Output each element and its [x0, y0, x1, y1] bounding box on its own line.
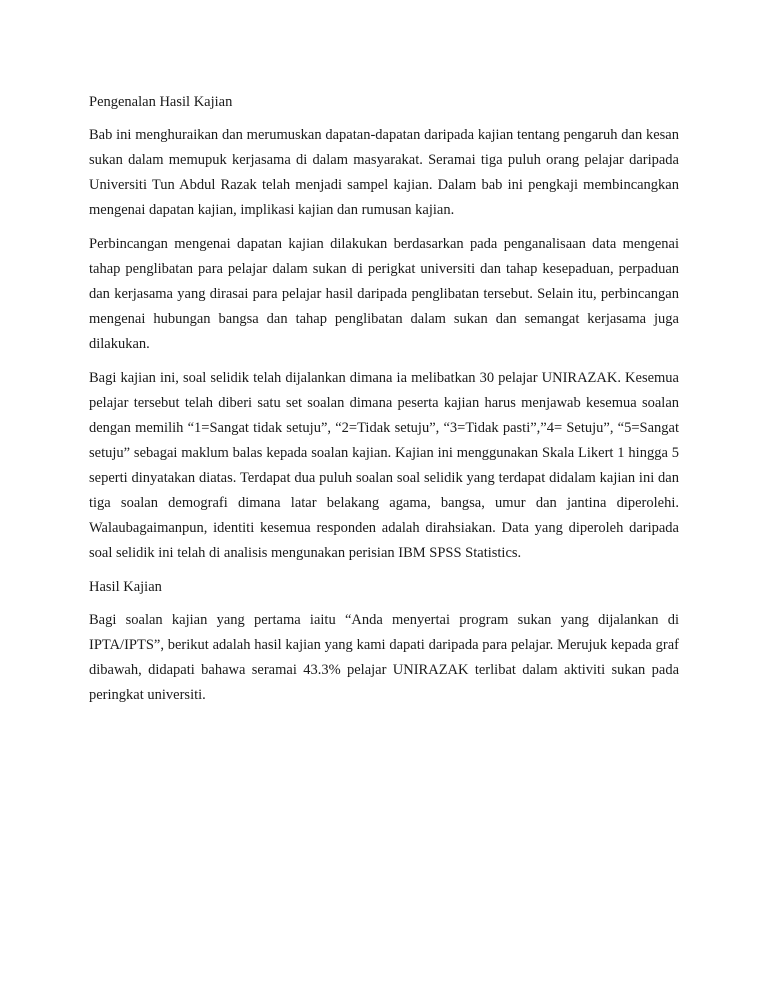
paragraph-intro-1: Bab ini menghuraikan dan merumuskan dapatan-dapatan daripada kajian tentang pengaruh dan kesan sukan dalam memupuk kerjasama di dalam masyarakat. Seramai tiga puluh orang pelajar daripada Universiti Tun Abdul Razak telah menjadi sampel kajian. Dalam bab ini pengkaji membincangkan mengenai dapatan kajian, implikasi kajian dan rumusan kajian.: [89, 127, 679, 218]
section-heading-results: Hasil Kajian: [89, 579, 162, 595]
paragraph-intro-3: Bagi kajian ini, soal selidik telah dijalankan dimana ia melibatkan 30 pelajar UNIRAZAK. Kesemua pelajar tersebut telah diberi satu set soalan dimana peserta kajian harus menjawab kesemua soalan dengan memilih “1=Sangat tidak setuju”, “2=Tidak setuju”, “3=Tidak pasti”,”4= Setuju”, “5=Sangat setuju” sebagai maklum balas kepada soalan kajian. Kajian ini menggunakan Skala Likert 1 hingga 5 seperti dinyatakan diatas. Terdapat dua puluh soalan soal selidik yang terdapat didalam kajian ini dan tiga soalan demografi dimana latar belakang agama, bangsa, umur dan jantina diperolehi. Walaubagaimanpun, identiti kesemua responden adalah dirahsiakan. Data yang diperoleh daripada soal selidik ini telah di analisis mengunakan perisian IBM SPSS Statistics.: [89, 370, 679, 561]
paragraph-intro-2: Perbincangan mengenai dapatan kajian dilakukan berdasarkan pada penganalisaan data mengenai tahap penglibatan para pelajar dalam sukan di perigkat universiti dan tahap kesepaduan, perpaduan dan kerjasama yang dirasai para pelajar hasil daripada penglibatan tersebut. Selain itu, perbincangan mengenai hubungan bangsa dan tahap penglibatan dalam sukan dan semangat kerjasama juga dilakukan.: [89, 236, 679, 352]
paragraph-results: Bagi soalan kajian yang pertama iaitu “Anda menyertai program sukan yang dijalankan di IPTA/IPTS”, berikut adalah hasil kajian yang kami dapati daripada para pelajar. Merujuk kepada graf dibawah, didapati bahawa seramai 43.3% pelajar UNIRAZAK terlibat dalam aktiviti sukan pada peringkat universiti.: [89, 612, 679, 703]
section-heading-intro: Pengenalan Hasil Kajian: [89, 94, 233, 110]
document-body: [89, 90, 679, 717]
